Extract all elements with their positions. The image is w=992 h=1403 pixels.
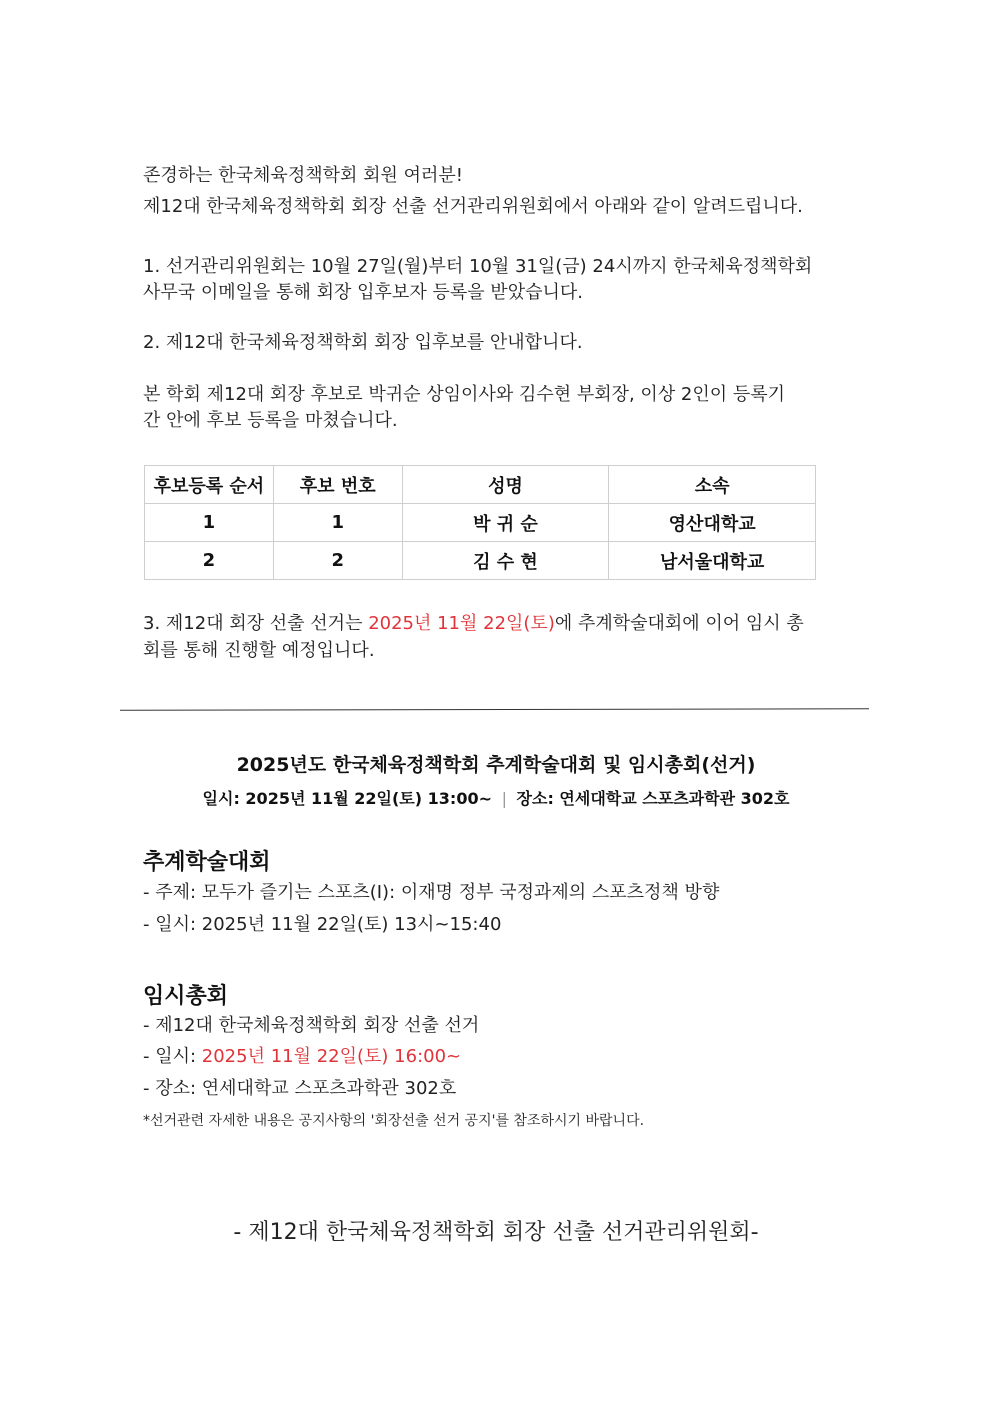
footnote: *선거관련 자세한 내용은 공지사항의 '회장선출 선거 공지'를 참조하시기 바랍니다.: [143, 1113, 645, 1129]
section-divider: [120, 708, 869, 711]
intro-text: 제12대 한국체육정책학회 회장 선출 선거관리위원회에서 아래와 같이 알려드립니다.: [143, 196, 803, 217]
conference-topic: - 주제: 모두가 즐기는 스포츠(I): 이재명 정부 국정과제의 스포츠정책 방향: [143, 882, 720, 903]
assembly-time: [143, 1044, 461, 1070]
signature: - 제12대 한국체육정책학회 회장 선출 선거관리위원회-: [233, 1220, 759, 1245]
cell-affiliation: 남서울대학교: [609, 542, 816, 580]
greeting: 존경하는 한국체육정책학회 회원 여러분!: [143, 165, 463, 186]
item3-before: 3. 제12대 회장 선출 선거는: [143, 613, 369, 634]
item2-text: 2. 제12대 한국체육정책학회 회장 입후보를 안내합니다.: [143, 332, 583, 353]
event-datetime: 일시: 2025년 11월 22일(토) 13:00~: [202, 789, 492, 808]
table-row: [145, 504, 816, 542]
cell-affiliation: 영산대학교: [609, 504, 816, 542]
conference-time: - 일시: 2025년 11월 22일(토) 13시~15:40: [143, 914, 502, 935]
cell-order: 2: [145, 542, 274, 580]
event-info: [0, 786, 992, 809]
event-venue: 장소: 연세대학교 스포츠과학관 302호: [516, 789, 790, 808]
table-row: [145, 542, 816, 580]
event-title: 2025년도 한국체육정책학회 추계학술대회 및 임시총회(선거): [236, 754, 756, 776]
conference-heading: 추계학술대회: [143, 850, 271, 875]
assembly-agenda: - 제12대 한국체육정책학회 회장 선출 선거: [143, 1015, 480, 1036]
event-separator: |: [501, 789, 507, 808]
cell-name: 김 수 현: [402, 542, 609, 580]
assembly-place: - 장소: 연세대학교 스포츠과학관 302호: [143, 1078, 457, 1099]
cell-number: 2: [273, 542, 402, 580]
header-name: 성명: [402, 466, 609, 504]
cell-number: 1: [273, 504, 402, 542]
assembly-time-label: - 일시:: [143, 1046, 202, 1067]
item3-line1: [143, 611, 804, 637]
header-number: 후보 번호: [273, 466, 402, 504]
assembly-time-value: 2025년 11월 22일(토) 16:00~: [201, 1046, 462, 1067]
candidate-table: [144, 465, 816, 580]
item1-line2: 사무국 이메일을 통해 회장 입후보자 등록을 받았습니다.: [143, 282, 583, 303]
item3-after: 에 추계학술대회에 이어 임시 총: [554, 613, 804, 634]
header-affiliation: 소속: [609, 466, 816, 504]
candidates-para-line2: 간 안에 후보 등록을 마쳤습니다.: [143, 410, 398, 431]
cell-order: 1: [145, 504, 274, 542]
item1-line1: 1. 선거관리위원회는 10월 27일(월)부터 10월 31일(금) 24시까지 한국체육정책학회: [143, 256, 813, 277]
cell-name: 박 귀 순: [402, 504, 609, 542]
item3-line2: 회를 통해 진행할 예정입니다.: [143, 640, 375, 661]
table-header-row: [145, 466, 816, 504]
header-order: 후보등록 순서: [145, 466, 274, 504]
candidates-para-line1: 본 학회 제12대 회장 후보로 박귀순 상임이사와 김수현 부회장, 이상 2인이 등록기: [143, 384, 786, 405]
assembly-heading: 임시총회: [143, 984, 229, 1009]
election-date-highlight: 2025년 11월 22일(토): [368, 613, 555, 634]
